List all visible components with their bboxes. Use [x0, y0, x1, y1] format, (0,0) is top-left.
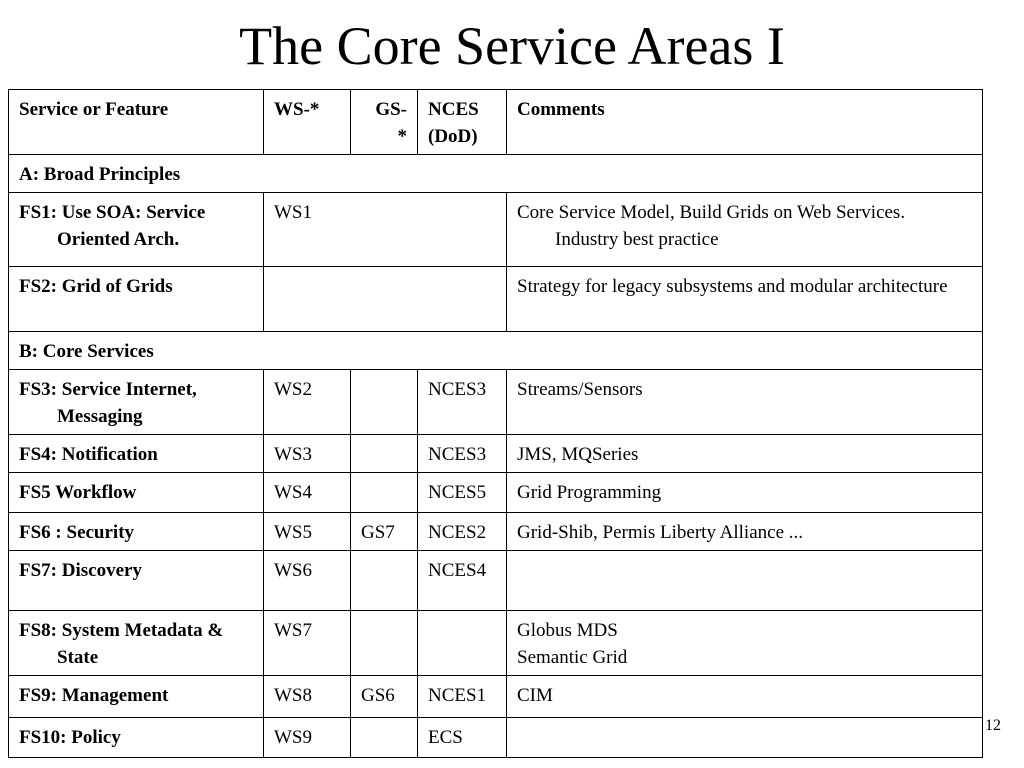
table-row — [9, 435, 983, 473]
header-gs-line1: GS- — [375, 99, 407, 120]
section-row — [9, 155, 983, 193]
feature-label: FS4: Notification — [19, 444, 158, 465]
gs-cell — [351, 718, 418, 758]
comment-line: Strategy for legacy subsystems and modular architecture — [517, 276, 948, 297]
comments-cell — [507, 193, 983, 267]
comments-cell — [507, 513, 983, 551]
table-row — [9, 676, 983, 718]
table-row — [9, 611, 983, 676]
comment-line: JMS, MQSeries — [517, 444, 639, 465]
table-row — [9, 551, 983, 611]
comments-cell — [507, 611, 983, 676]
feature-label: FS5 Workflow — [19, 482, 137, 503]
feature-label: FS7: Discovery — [19, 560, 142, 581]
nces-cell: ECS — [418, 718, 507, 758]
comment-line: Grid-Shib, Permis Liberty Alliance ... — [517, 522, 804, 543]
core-service-table — [8, 89, 983, 758]
feature-label: FS6 : Security — [19, 522, 135, 543]
feature-label: FS2: Grid of Grids — [19, 276, 173, 297]
comments-cell — [507, 435, 983, 473]
section-row — [9, 332, 983, 370]
ws-cell: WS3 — [264, 435, 351, 473]
header-ws: WS-* — [264, 90, 351, 155]
table-row — [9, 267, 983, 332]
gs-cell — [351, 611, 418, 676]
table-row — [9, 473, 983, 513]
feature-label: FS9: Management — [19, 685, 169, 706]
section-label-broad-principles: A: Broad Principles — [9, 155, 983, 193]
slide-title: The Core Service Areas I — [239, 16, 785, 76]
nces-cell: NCES5 — [418, 473, 507, 513]
comments-cell — [507, 718, 983, 758]
comments-cell — [507, 267, 983, 332]
gs-cell — [351, 370, 418, 435]
table-row — [9, 718, 983, 758]
comments-cell — [507, 551, 983, 611]
feature-label: FS3: Service Internet, Messaging — [19, 379, 197, 427]
feature-cell — [9, 676, 264, 718]
header-nces — [418, 90, 507, 155]
feature-cell — [9, 551, 264, 611]
table-row — [9, 513, 983, 551]
comments-cell — [507, 370, 983, 435]
feature-cell — [9, 718, 264, 758]
header-gs — [351, 90, 418, 155]
comments-cell — [507, 473, 983, 513]
ws-cell: WS7 — [264, 611, 351, 676]
nces-cell: NCES2 — [418, 513, 507, 551]
feature-label: FS8: System Metadata & State — [19, 620, 224, 668]
nces-cell: NCES4 — [418, 551, 507, 611]
gs-cell — [351, 551, 418, 611]
ws-cell — [264, 267, 507, 332]
comment-line: Grid Programming — [517, 482, 662, 503]
feature-label: FS10: Policy — [19, 727, 121, 748]
feature-cell — [9, 267, 264, 332]
header-nces-line2: (DoD) — [428, 126, 478, 147]
feature-cell — [9, 611, 264, 676]
table-header-row — [9, 90, 983, 155]
gs-cell: GS6 — [351, 676, 418, 718]
page-number: 12 — [985, 717, 1001, 734]
feature-cell — [9, 473, 264, 513]
header-gs-line2: * — [397, 126, 407, 147]
comment-line: Globus MDS — [517, 620, 618, 641]
comments-cell — [507, 676, 983, 718]
ws-cell: WS4 — [264, 473, 351, 513]
ws-cell: WS6 — [264, 551, 351, 611]
comment-line: Streams/Sensors — [517, 379, 643, 400]
nces-cell: NCES3 — [418, 370, 507, 435]
nces-cell — [418, 611, 507, 676]
table-row — [9, 193, 983, 267]
header-nces-line1: NCES — [428, 99, 479, 120]
comment-line: Core Service Model, Build Grids on Web Services. Industry best practice — [517, 202, 906, 250]
comment-line: Semantic Grid — [517, 647, 628, 668]
ws-cell: WS2 — [264, 370, 351, 435]
nces-cell: NCES1 — [418, 676, 507, 718]
gs-cell — [351, 435, 418, 473]
gs-cell — [351, 473, 418, 513]
feature-label: FS1: Use SOA: Service Oriented Arch. — [19, 202, 206, 250]
ws-cell: WS5 — [264, 513, 351, 551]
ws-cell: WS9 — [264, 718, 351, 758]
ws-cell: WS8 — [264, 676, 351, 718]
section-label-core-services: B: Core Services — [9, 332, 983, 370]
gs-cell: GS7 — [351, 513, 418, 551]
ws-cell: WS1 — [264, 193, 507, 267]
feature-cell — [9, 513, 264, 551]
feature-cell — [9, 435, 264, 473]
feature-cell — [9, 370, 264, 435]
comment-line: CIM — [517, 685, 553, 706]
nces-cell: NCES3 — [418, 435, 507, 473]
feature-cell — [9, 193, 264, 267]
header-service-or-feature: Service or Feature — [9, 90, 264, 155]
header-comments: Comments — [507, 90, 983, 155]
table-row — [9, 370, 983, 435]
